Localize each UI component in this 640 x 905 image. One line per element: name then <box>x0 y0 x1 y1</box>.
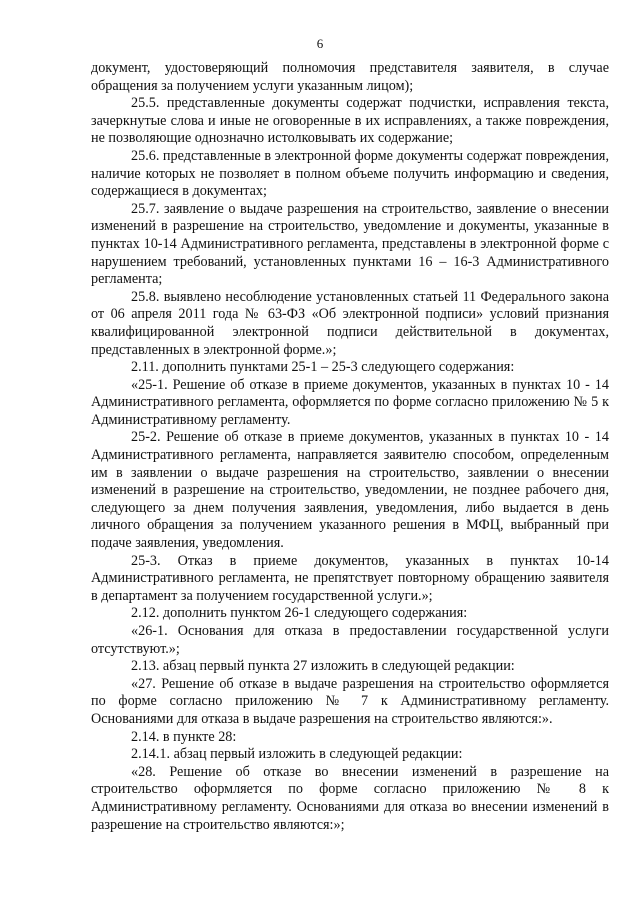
paragraph: «27. Решение об отказе в выдаче разрешения на строительство оформляется по форме согласно приложению № 7 к Административному регламенту. Основаниями для отказа в выдаче разрешения на строительство являются:». <box>91 675 609 727</box>
paragraph: 25.8. выявлено несоблюдение установленных статьей 11 Федерального закона от 06 апреля 2011 года № 63-ФЗ «Об электронной подписи» условий признания квалифицированной электронной подписи действительной в документах, представленных в электронной форме.»; <box>91 288 609 358</box>
paragraph: 2.14. в пункте 28: <box>131 728 237 745</box>
document-body <box>91 60 609 834</box>
paragraph: «25-1. Решение об отказе в приеме документов, указанных в пунктах 10 - 14 Административного регламента, оформляется по форме согласно приложению № 5 к Административному регламенту. <box>91 376 609 428</box>
paragraph: 25.7. заявление о выдаче разрешения на строительство, заявление о внесении изменений в разрешение на строительство, уведомление и документы, указанные в пунктах 10-14 Административного регламента, представлены в электронной форме с нарушением требований, установленных пунктами 16 – 16-3 Административного регламента; <box>91 200 609 288</box>
paragraph: 25.5. представленные документы содержат подчистки, исправления текста, зачеркнутые слова и иные не оговоренные в их исправлениях, а также повреждения, не позволяющие однозначно истолковывать их содержание; <box>91 95 609 147</box>
paragraph: 2.14.1. абзац первый изложить в следующей редакции: <box>131 746 463 763</box>
page-number: 6 <box>316 36 324 51</box>
paragraph: 25-3. Отказ в приеме документов, указанных в пунктах 10-14 Административного регламента, не препятствует повторному обращению заявителя в департамент за получением государственной услуги.»; <box>91 552 609 604</box>
paragraph: 25.6. представленные в электронной форме документы содержат повреждения, наличие которых не позволяет в полном объеме получить информацию и сведения, содержащиеся в документах; <box>91 147 609 200</box>
paragraph: «28. Решение об отказе во внесении изменений в разрешение на строительство оформляется по форме согласно приложению № 8 к Административному регламенту. Основаниями для отказа во внесении изменений в разрешение на строительство являются:»; <box>91 763 609 833</box>
paragraph: документ, удостоверяющий полномочия представителя заявителя, в случае обращения за получением услуги указанным лицом); <box>91 60 609 94</box>
paragraph: 25-2. Решение об отказе в приеме документов, указанных в пунктах 10 - 14 Административного регламента, направляется заявителю способом, определенным им в заявлении о выдаче разрешения на строительство, заявлении о внесении изменений в разрешение на строительство, уведомлении, не позднее рабочего дня, следующего за днем получения заявления, уведомления, либо выдается в день личного обращения за получением указанного решения в МФЦ, выбранный при подаче заявления, уведомления. <box>91 429 609 552</box>
paragraph: 2.13. абзац первый пункта 27 изложить в следующей редакции: <box>131 658 515 675</box>
paragraph: 2.12. дополнить пунктом 26-1 следующего содержания: <box>131 605 468 622</box>
paragraph: «26-1. Основания для отказа в предоставлении государственной услуги отсутствуют.»; <box>91 623 609 657</box>
paragraph: 2.11. дополнить пунктами 25-1 – 25-3 следующего содержания: <box>131 359 515 376</box>
